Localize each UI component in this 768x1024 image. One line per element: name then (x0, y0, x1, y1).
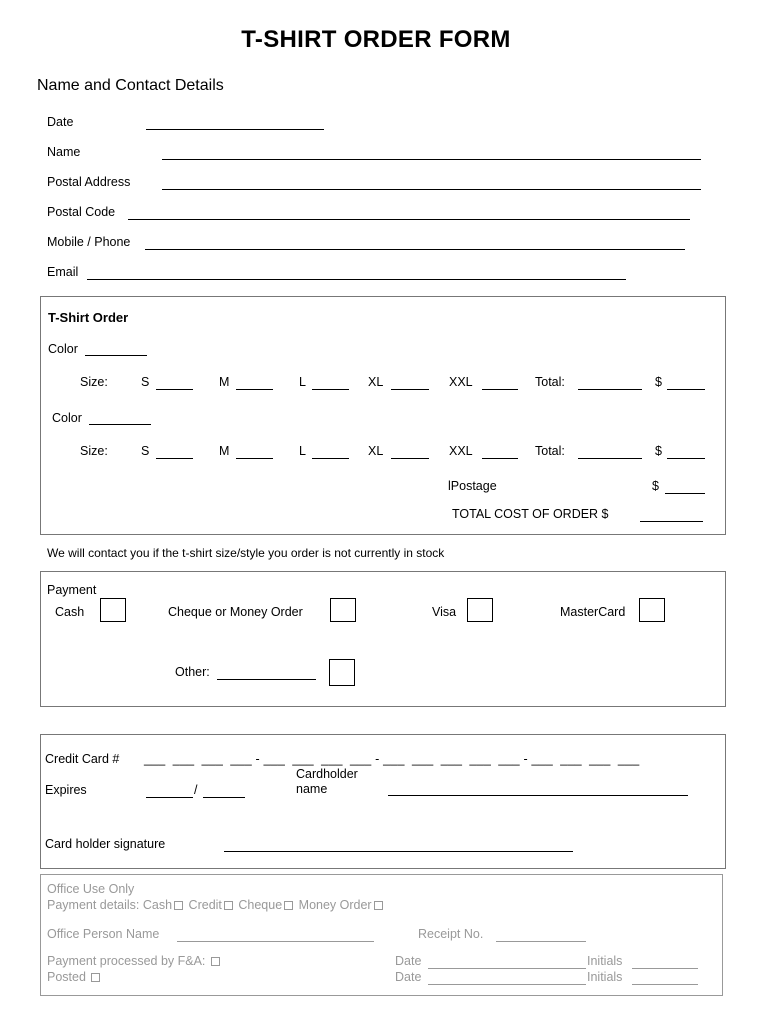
card-number-field[interactable]: ___ ___ ___ ___ - ___ ___ ___ ___ - ___ ___ ___ ___ ___ - ___ ___ ___ ___ (144, 752, 640, 766)
processed-date-label: Date (395, 954, 422, 968)
size-xxl-label-2: XXL (449, 444, 473, 458)
color-label: Color (48, 342, 78, 356)
size-l-field[interactable] (312, 377, 349, 390)
size-xxl-field[interactable] (482, 377, 518, 390)
payment-details-row (47, 898, 385, 912)
total-label: Total: (535, 375, 565, 389)
size-s-label: S (141, 375, 150, 389)
postage-dollar: $ (652, 479, 659, 493)
expires-month-field[interactable] (146, 785, 193, 798)
stock-note: We will contact you if the t-shirt size/style you order is not currently in stock (47, 546, 445, 560)
price-field-2[interactable] (667, 446, 705, 459)
posted-checkbox[interactable] (91, 973, 100, 982)
posted-initials-label: Initials (587, 970, 623, 984)
dollar-sign-2: $ (655, 444, 662, 458)
size-m-field-2[interactable] (236, 446, 273, 459)
office-money-order-checkbox[interactable] (374, 901, 383, 910)
processed-label: Payment processed by F&A: (47, 954, 206, 968)
signature-field[interactable] (224, 839, 573, 852)
price-field[interactable] (667, 377, 705, 390)
size-m-label: M (219, 375, 230, 389)
size-xxl-field-2[interactable] (482, 446, 518, 459)
processed-date-field[interactable] (428, 956, 586, 969)
visa-checkbox[interactable] (467, 598, 493, 622)
posted-initials-field[interactable] (632, 972, 698, 985)
posted-date-label: Date (395, 970, 422, 984)
office-money-order-label: Money Order (298, 898, 372, 912)
expires-year-field[interactable] (203, 785, 245, 798)
processed-initials-field[interactable] (632, 956, 698, 969)
mobile-field[interactable] (145, 237, 685, 250)
total-field[interactable] (578, 377, 642, 390)
size-xl-field-2[interactable] (391, 446, 429, 459)
posted-date-field[interactable] (428, 972, 586, 985)
postal-address-field[interactable] (162, 177, 701, 190)
signature-label: Card holder signature (45, 837, 166, 851)
posted-row (47, 970, 102, 984)
name-label: Name (47, 145, 81, 159)
office-cheque-label: Cheque (238, 898, 283, 912)
cash-checkbox[interactable] (100, 598, 126, 622)
expires-label: Expires (45, 783, 87, 797)
size-xl-label: XL (368, 375, 384, 389)
cardholder-name-label: Cardholder name (296, 767, 358, 796)
dollar-sign: $ (655, 375, 662, 389)
cardholder-name-field[interactable] (388, 783, 688, 796)
date-label: Date (47, 115, 74, 129)
color-field-2[interactable] (89, 412, 151, 425)
email-field[interactable] (87, 267, 626, 280)
office-credit-label: Credit (188, 898, 222, 912)
postage-label: lPostage (448, 479, 497, 493)
postal-code-label: Postal Code (47, 205, 116, 219)
card-number-label: Credit Card # (45, 752, 120, 766)
postal-address-label: Postal Address (47, 175, 131, 189)
size-l-label: L (299, 375, 306, 389)
date-field[interactable] (146, 117, 324, 130)
size-s-label-2: S (141, 444, 150, 458)
posted-label: Posted (47, 970, 86, 984)
mobile-label: Mobile / Phone (47, 235, 131, 249)
office-credit-checkbox[interactable] (224, 901, 233, 910)
office-cash-checkbox[interactable] (174, 901, 183, 910)
receipt-field[interactable] (496, 929, 586, 942)
size-l-field-2[interactable] (312, 446, 349, 459)
size-m-field[interactable] (236, 377, 273, 390)
total-label-2: Total: (535, 444, 565, 458)
page-title: T-SHIRT ORDER FORM (241, 26, 511, 53)
postage-field[interactable] (665, 481, 705, 494)
office-cheque-checkbox[interactable] (284, 901, 293, 910)
receipt-label: Receipt No. (418, 927, 484, 941)
name-field[interactable] (162, 147, 701, 160)
payment-heading: Payment (47, 583, 97, 597)
email-label: Email (47, 265, 79, 279)
size-m-label-2: M (219, 444, 230, 458)
size-s-field-2[interactable] (156, 446, 193, 459)
mastercard-label: MasterCard (560, 605, 626, 619)
contact-heading: Name and Contact Details (37, 77, 224, 94)
office-person-field[interactable] (177, 929, 374, 942)
other-field[interactable] (217, 667, 316, 680)
total-field-2[interactable] (578, 446, 642, 459)
color-label-2: Color (52, 411, 82, 425)
size-l-label-2: L (299, 444, 306, 458)
office-heading: Office Use Only (47, 882, 135, 896)
processed-row (47, 954, 222, 968)
size-label: Size: (80, 375, 108, 389)
mastercard-checkbox[interactable] (639, 598, 665, 622)
size-xl-label-2: XL (368, 444, 384, 458)
expires-slash: / (194, 783, 198, 797)
size-xxl-label: XXL (449, 375, 473, 389)
payment-details-label: Payment details: Cash (47, 898, 173, 912)
color-field[interactable] (85, 343, 147, 356)
order-heading: T-Shirt Order (48, 310, 129, 325)
payment-section (40, 571, 726, 707)
other-label: Other: (175, 665, 210, 679)
total-cost-field[interactable] (640, 509, 703, 522)
cash-label: Cash (55, 605, 85, 619)
total-cost-label: TOTAL COST OF ORDER $ (452, 507, 609, 521)
processed-checkbox[interactable] (211, 957, 220, 966)
size-s-field[interactable] (156, 377, 193, 390)
processed-initials-label: Initials (587, 954, 623, 968)
cheque-label: Cheque or Money Order (168, 605, 303, 619)
visa-label: Visa (432, 605, 457, 619)
cheque-checkbox[interactable] (330, 598, 356, 622)
size-label-2: Size: (80, 444, 108, 458)
size-xl-field[interactable] (391, 377, 429, 390)
postal-code-field[interactable] (128, 207, 690, 220)
office-person-label: Office Person Name (47, 927, 160, 941)
other-checkbox[interactable] (329, 659, 355, 686)
